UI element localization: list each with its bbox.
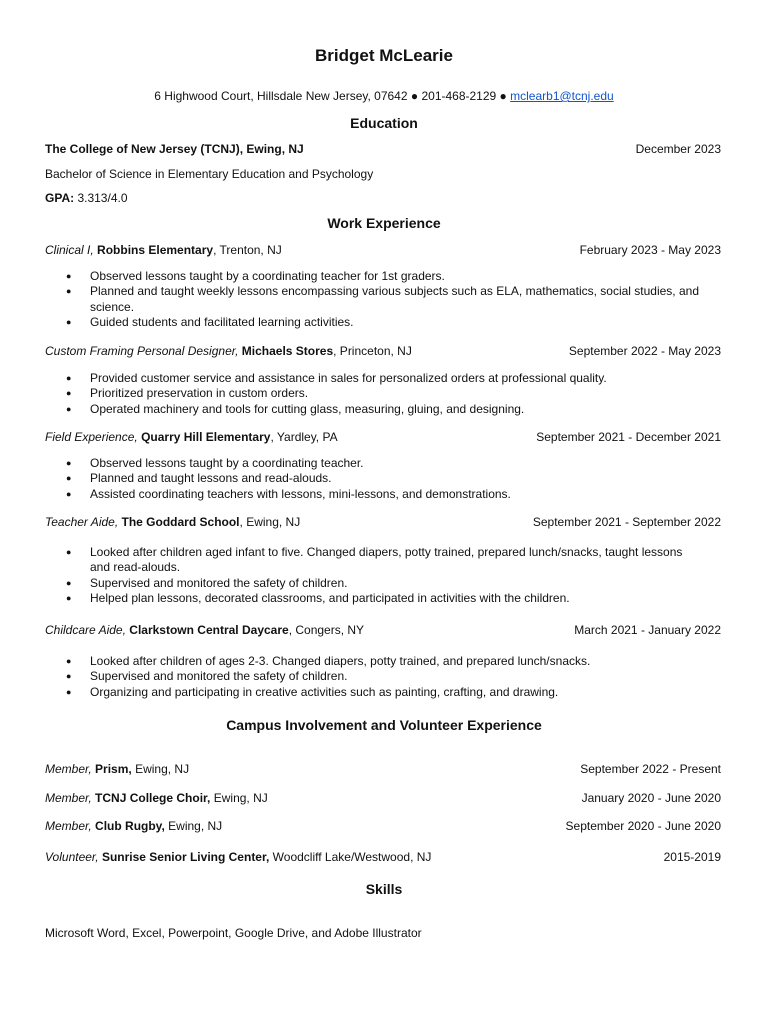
campus-dates: September 2020 - June 2020 <box>565 819 721 833</box>
bullet-item: ● Supervised and monitored the safety of children. <box>45 576 705 591</box>
resume-name: Bridget McLearie <box>315 46 453 65</box>
bullet-item: ● Observed lessons taught by a coordinating teacher for 1st graders. <box>45 269 705 284</box>
education-row <box>45 142 721 156</box>
gpa-value: 3.313/4.0 <box>77 191 128 205</box>
degree: Bachelor of Science in Elementary Education and Psychology <box>45 167 374 181</box>
job-location: , Princeton, NJ <box>333 344 412 358</box>
job-role: Childcare Aide, <box>45 623 126 637</box>
contact-line <box>0 89 768 103</box>
bullet-item: ● Planned and taught lessons and read-alouds. <box>45 471 705 486</box>
job-dates: September 2022 - May 2023 <box>568 344 721 358</box>
job-role: Field Experience, <box>45 430 138 444</box>
campus-role: Member, <box>45 791 92 805</box>
bullet-item: ● Assisted coordinating teachers with lessons, mini-lessons, and demonstrations. <box>45 487 705 502</box>
education-heading: Education <box>350 115 418 131</box>
job-role: Clinical I, <box>45 243 94 257</box>
bullet-item: ● Prioritized preservation in custom orders. <box>45 386 705 401</box>
job-bullets <box>45 371 705 417</box>
campus-location: Woodcliff Lake/Westwood, NJ <box>272 850 432 864</box>
job-dates: September 2021 - December 2021 <box>536 430 721 444</box>
bullet-item: ● Planned and taught weekly lessons encompassing various subjects such as ELA, mathematics, social studies, and science. <box>45 284 705 315</box>
job-row <box>45 243 721 257</box>
campus-row <box>45 791 721 805</box>
bullet-item: ● Looked after children aged infant to five. Changed diapers, potty trained, prepared lunch/snacks, taught lessons and read-alouds. <box>45 545 705 576</box>
job-dates: September 2021 - September 2022 <box>532 515 721 529</box>
job-org: Clarkstown Central Daycare <box>129 623 289 637</box>
address: 6 Highwood Court, Hillsdale New Jersey, 07642 <box>154 89 408 103</box>
bullet-item: ● Looked after children of ages 2-3. Changed diapers, potty trained, and prepared lunch/snacks. <box>45 654 705 669</box>
bullet-item: ● Helped plan lessons, decorated classrooms, and participated in activities with the children. <box>45 591 705 606</box>
campus-role: Member, <box>45 762 92 776</box>
campus-location: Ewing, NJ <box>213 791 268 805</box>
job-bullets <box>45 545 705 607</box>
job-bullets <box>45 456 705 502</box>
job-role: Custom Framing Personal Designer, <box>45 344 239 358</box>
campus-role: Volunteer, <box>45 850 99 864</box>
campus-role: Member, <box>45 819 92 833</box>
bullet-item: ● Provided customer service and assistance in sales for personalized orders at professional quality. <box>45 371 705 386</box>
separator-2: ● <box>499 89 507 103</box>
job-dates: March 2021 - January 2022 <box>574 623 721 637</box>
job-location: , Trenton, NJ <box>213 243 282 257</box>
campus-dates: 2015-2019 <box>663 850 721 864</box>
job-role: Teacher Aide, <box>45 515 119 529</box>
job-location: , Congers, NY <box>288 623 365 637</box>
job-bullets <box>45 269 705 331</box>
job-org: Robbins Elementary <box>97 243 214 257</box>
email-link[interactable]: mclearb1@tcnj.edu <box>510 89 614 103</box>
job-row <box>45 430 721 444</box>
gpa-label: GPA: <box>45 191 75 205</box>
job-location: , Ewing, NJ <box>239 515 301 529</box>
graduation-date: December 2023 <box>635 142 721 156</box>
campus-location: Ewing, NJ <box>135 762 190 776</box>
campus-heading: Campus Involvement and Volunteer Experience <box>226 717 542 733</box>
campus-org: Prism, <box>95 762 132 776</box>
work-heading: Work Experience <box>327 215 441 231</box>
separator-1: ● <box>410 89 419 103</box>
job-org: Quarry Hill Elementary <box>141 430 271 444</box>
campus-location: Ewing, NJ <box>168 819 223 833</box>
bullet-item: ● Organizing and participating in creative activities such as painting, crafting, and drawing. <box>45 685 705 700</box>
gpa <box>45 191 128 205</box>
campus-org: Club Rugby, <box>95 819 165 833</box>
campus-org: Sunrise Senior Living Center, <box>101 850 270 864</box>
skills-text: Microsoft Word, Excel, Powerpoint, Google Drive, and Adobe Illustrator <box>45 926 422 940</box>
job-location: , Yardley, PA <box>270 430 338 444</box>
bullet-item: ● Operated machinery and tools for cutting glass, measuring, gluing, and designing. <box>45 402 705 417</box>
campus-dates: January 2020 - June 2020 <box>581 791 721 805</box>
bullet-item: ● Supervised and monitored the safety of children. <box>45 669 705 684</box>
campus-dates: September 2022 - Present <box>580 762 721 776</box>
campus-row <box>45 850 721 864</box>
job-dates: February 2023 - May 2023 <box>579 243 721 257</box>
bullet-item: ● Guided students and facilitated learning activities. <box>45 315 705 330</box>
job-row <box>45 344 721 358</box>
campus-row <box>45 819 721 833</box>
job-bullets <box>45 654 705 700</box>
school-name: The College of New Jersey (TCNJ), Ewing, NJ <box>45 142 304 156</box>
skills-heading: Skills <box>365 881 403 897</box>
phone: 201-468-2129 <box>421 89 497 103</box>
bullet-item: ● Observed lessons taught by a coordinating teacher. <box>45 456 705 471</box>
campus-row <box>45 762 721 776</box>
job-org: Michaels Stores <box>241 344 334 358</box>
job-org: The Goddard School <box>121 515 240 529</box>
campus-org: TCNJ College Choir, <box>95 791 211 805</box>
job-row <box>45 623 721 637</box>
job-row <box>45 515 721 529</box>
